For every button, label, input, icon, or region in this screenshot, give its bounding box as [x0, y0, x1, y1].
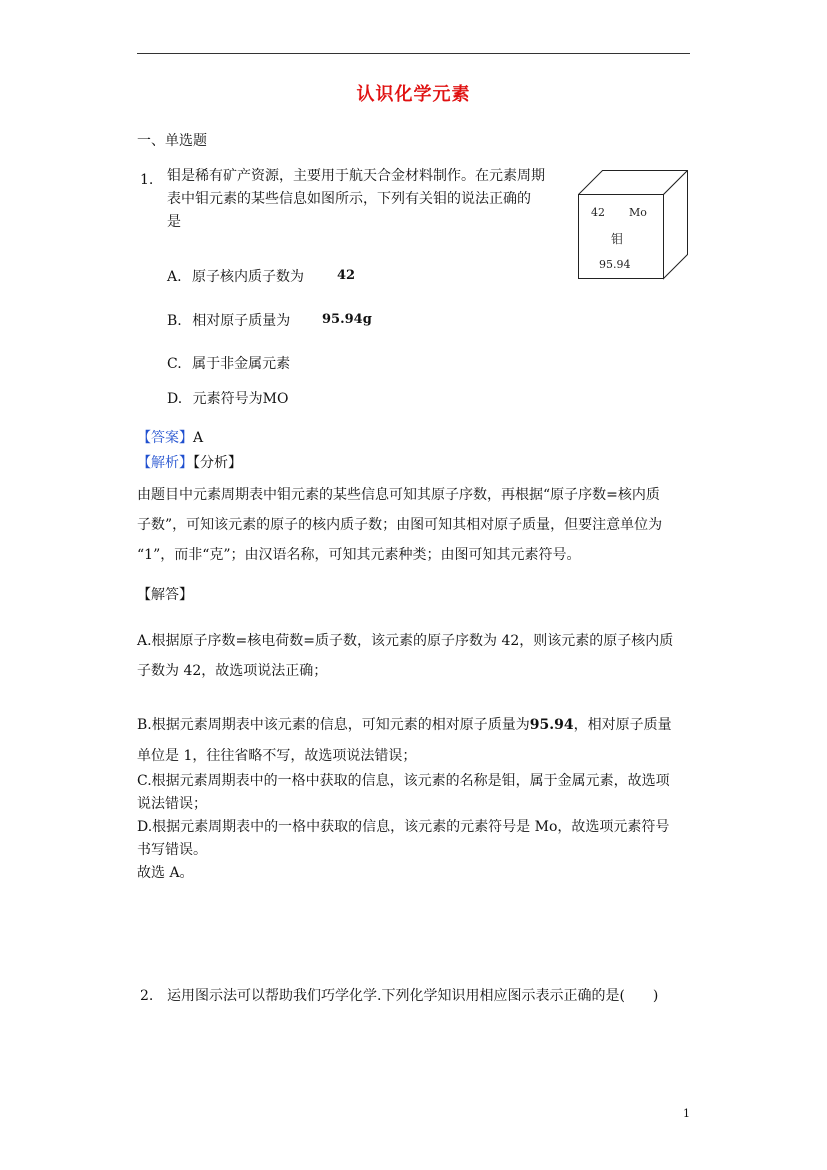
solution-text-line: 书写错误。: [137, 842, 207, 858]
question-2-paren: ): [652, 988, 659, 1004]
question-1-stem-line: 是: [167, 214, 181, 230]
solution-text-line: C.根据元素周期表中的一格中获取的信息，该元素的名称是钼，属于金属元素，故选项: [137, 773, 670, 789]
element-name: 钼: [611, 232, 624, 246]
answer-label: 【答案】: [137, 430, 193, 446]
solution-text-line: 说法错误；: [137, 796, 207, 812]
solution-b-line-2: 单位是 1，往往省略不写，故选项说法错误；: [137, 748, 417, 764]
solution-mass-value: 95.94: [529, 717, 574, 733]
answer-value: A: [193, 430, 204, 446]
solution-text-line: A.根据原子序数=核电荷数=质子数，该元素的原子序数为 42，则该元素的原子核内质: [137, 633, 674, 649]
option-d: [167, 388, 288, 408]
analysis-text-line: 由题目中元素周期表中钼元素的某些信息可知其原子序数，再根据“原子序数=核内质: [137, 487, 660, 503]
header-rule: [137, 53, 690, 54]
option-b-value: 95.94g: [322, 312, 372, 327]
question-1-number: 1.: [140, 172, 154, 188]
option-text: 属于非金属元素: [192, 356, 291, 372]
option-letter: A.: [167, 269, 182, 285]
option-letter: B.: [167, 313, 182, 329]
solution-rest: [137, 770, 670, 885]
question-2-text: 运用图示法可以帮助我们巧学化学.下列化学知识用相应图示表示正确的是(: [167, 988, 625, 1004]
analysis-sub-label: 【分析】: [193, 455, 242, 471]
solution-text: B.根据元素周期表中该元素的信息，可知元素的相对原子质量为: [137, 717, 530, 733]
option-text: 元素符号为MO: [192, 391, 289, 407]
option-a: [167, 266, 304, 286]
section-heading: 一、单选题: [137, 133, 207, 149]
solution-text-line: 故选 A。: [137, 865, 194, 881]
option-letter: C.: [167, 356, 182, 372]
solution-label: 【解答】: [137, 587, 193, 603]
page-title: 认识化学元素: [356, 84, 471, 105]
analysis-label: 【解析】: [137, 455, 193, 471]
analysis-text-line: “1”，而非“克”；由汉语名称，可知其元素种类；由图可知其元素符号。: [137, 547, 581, 563]
option-text: 原子核内质子数为: [192, 269, 305, 285]
option-letter: D.: [167, 391, 183, 407]
question-2-number: 2.: [140, 988, 154, 1004]
answer-line: [137, 427, 203, 447]
option-c: [167, 353, 290, 373]
solution-text-line: 子数为 42，故选项说法正确；: [137, 663, 328, 679]
question-1-stem-line: 钼是稀有矿产资源，主要用于航天合金材料制作。在元素周期: [167, 168, 545, 184]
question-1-stem-line: 表中钼元素的某些信息如图所示，下列有关钼的说法正确的: [167, 191, 531, 207]
page-number: 1: [683, 1107, 690, 1120]
solution-text: ，相对原子质量: [573, 717, 672, 733]
option-text: 相对原子质量为: [192, 313, 291, 329]
element-symbol: Mo: [629, 206, 647, 219]
analysis-line: [137, 452, 242, 472]
question-1-stem: [167, 165, 545, 234]
option-a-value: 42: [337, 268, 356, 283]
analysis-body: [137, 480, 662, 570]
element-atomic-number: 42: [591, 206, 605, 219]
solution-a: [137, 626, 673, 686]
element-tile-figure: [578, 170, 688, 280]
element-mass: 95.94: [599, 258, 631, 271]
solution-b-line-1: [137, 714, 672, 734]
solution-text-line: D.根据元素周期表中的一格中获取的信息，该元素的元素符号是 Mo，故选项元素符号: [137, 819, 670, 835]
option-b: [167, 310, 290, 330]
analysis-text-line: 子数”，可知该元素的原子的核内质子数；由图可知其相对原子质量，但要注意单位为: [137, 517, 663, 533]
question-2-stem: [167, 985, 658, 1005]
